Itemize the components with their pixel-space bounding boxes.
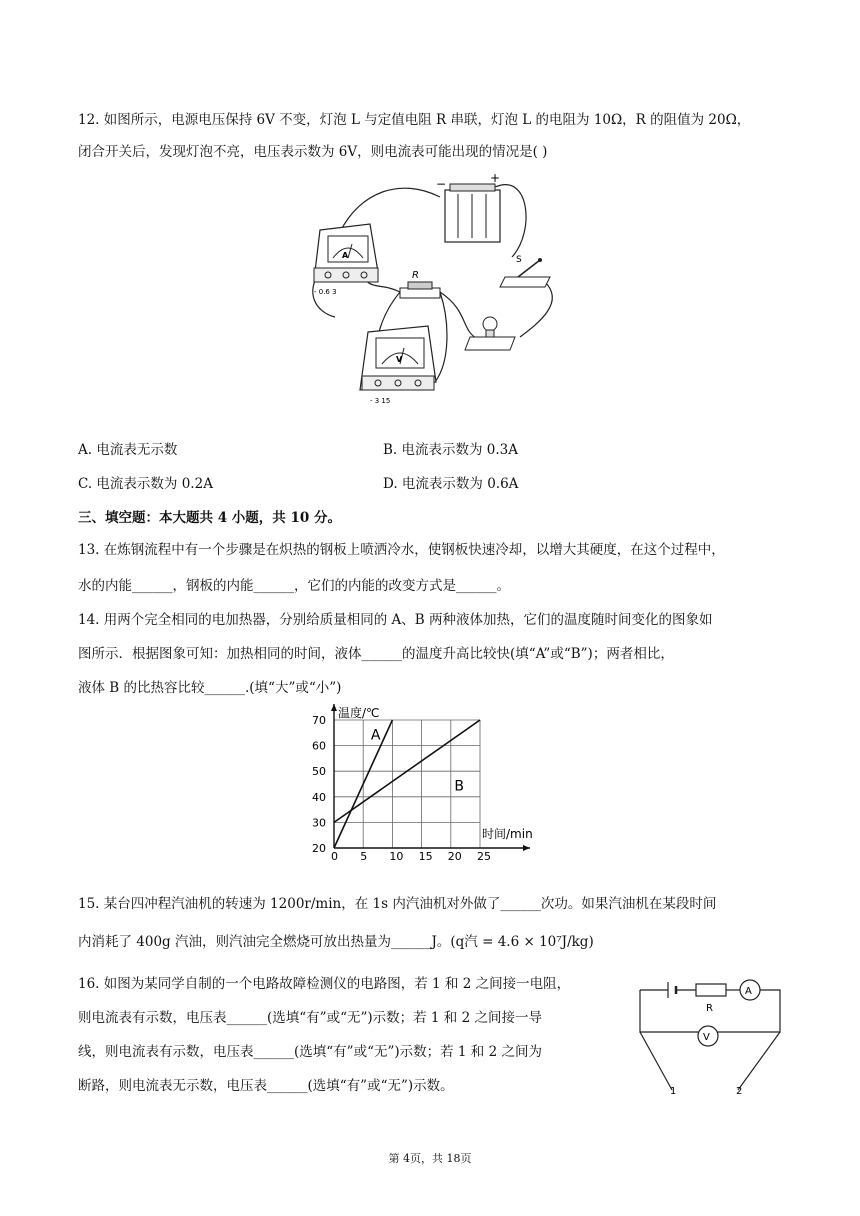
q16-line1: 16. 如图为某同学自制的一个电路故障检测仪的电路图，若 1 和 2 之间接一电阻， xyxy=(78,976,571,992)
x-tick-label-5: 5 xyxy=(360,850,368,863)
page-footer: 第 4页，共 18页 xyxy=(388,1152,472,1165)
series-label-B: B xyxy=(454,778,464,795)
y-tick-label-60: 60 xyxy=(312,739,326,753)
q14-line2: 图所示．根据图象可知：加热相同的时间，液体______的温度升高比较快(填“A”或“B”)；两者相比， xyxy=(78,646,674,662)
voltmeter xyxy=(360,326,436,405)
q12-circuit-figure xyxy=(300,172,560,408)
voltmeter-scale: - 3 15 xyxy=(370,397,391,405)
x-tick-label-0: 0 xyxy=(331,850,338,863)
x-tick-label-25: 25 xyxy=(477,850,491,863)
terminal-2-label: 2 xyxy=(736,1086,743,1097)
q15-line2: 内消耗了 400g 汽油，则汽油完全燃烧可放出热量为______J。(q汽 = 4.6 × 10⁷J/kg) xyxy=(78,934,594,950)
ammeter-letter: A xyxy=(342,251,349,260)
q14-line3: 液体 B 的比热容比较______.(填“大”或“小”) xyxy=(78,680,342,696)
q13-line2: 水的内能______，钢板的内能______，它们的内能的改变方式是______。 xyxy=(78,578,510,594)
q16-circuit-figure xyxy=(630,966,790,1100)
q16-line3: 线，则电流表有示数，电压表______(选填“有”或“无”)示数；若 1 和 2 之间为 xyxy=(78,1044,542,1060)
q12-option-a: A. 电流表无示数 xyxy=(78,442,178,458)
q12-line1: 12. 如图所示，电源电压保持 6V 不变，灯泡 L 与定值电阻 R 串联，灯泡 L 的电阻为 10Ω，R 的阻值为 20Ω， xyxy=(78,112,751,128)
y-tick-label-30: 30 xyxy=(312,816,326,830)
q14-line1: 14. 用两个完全相同的电加热器，分别给质量相同的 A、B 两种液体加热，它们的温度随时间变化的图象如 xyxy=(78,612,713,628)
y-axis-label: 温度/℃ xyxy=(338,706,380,720)
series-label-A: A xyxy=(370,727,381,744)
terminal-1-label: 1 xyxy=(670,1086,677,1097)
x-axis-label: 时间/min xyxy=(482,827,533,841)
q12-option-d: D. 电流表示数为 0.6A xyxy=(383,476,519,492)
ammeter xyxy=(314,224,378,296)
q13-line1: 13. 在炼钢流程中有一个步骤是在炽热的钢板上喷洒冷水，使钢板快速冷却，以增大其硬度，在这个过程中， xyxy=(78,542,725,558)
y-tick-label-50: 50 xyxy=(312,765,326,779)
resistor-r xyxy=(400,270,440,298)
y-tick-label-40: 40 xyxy=(312,790,326,804)
resistor-label: R xyxy=(412,270,419,281)
q12-line2: 闭合开关后，发现灯泡不亮，电压表示数为 6V，则电流表可能出现的情况是( ) xyxy=(78,144,548,160)
q16-line4: 断路，则电流表无示数，电压表______(选填“有”或“无”)示数。 xyxy=(78,1078,454,1094)
q16-resistor-label: R xyxy=(706,1003,713,1014)
battery xyxy=(436,172,500,242)
section-3-heading: 三、填空题：本大题共 4 小题，共 10 分。 xyxy=(78,510,341,526)
temperature-time-chart xyxy=(300,700,560,868)
q12-option-c: C. 电流表示数为 0.2A xyxy=(78,476,213,492)
switch-s xyxy=(500,255,550,287)
x-tick-label-10: 10 xyxy=(389,850,404,863)
q15-line1: 15. 某台四冲程汽油机的转速为 1200r/min，在 1s 内汽油机对外做了______次功。如果汽油机在某段时间 xyxy=(78,896,717,912)
x-axis-arrow xyxy=(523,845,530,851)
y-tick-label-20: 20 xyxy=(312,842,326,855)
q12-option-b: B. 电流表示数为 0.3A xyxy=(383,442,519,458)
q16-line2: 则电流表有示数，电压表______(选填“有”或“无”)示数；若 1 和 2 之间接一导 xyxy=(78,1010,542,1026)
q16-ammeter-label: A xyxy=(745,986,752,997)
y-tick-label-70: 70 xyxy=(312,714,326,727)
battery-minus: − xyxy=(436,177,447,191)
x-tick-label-20: 20 xyxy=(447,850,462,863)
battery-plus: + xyxy=(490,172,501,185)
ammeter-scale: - 0.6 3 xyxy=(314,288,337,296)
voltmeter-letter: V xyxy=(396,355,403,364)
y-axis-arrow xyxy=(331,704,337,711)
x-tick-label-15: 15 xyxy=(418,850,433,863)
q16-voltmeter-label: V xyxy=(703,1032,710,1043)
switch-label: S xyxy=(516,255,522,265)
lamp xyxy=(465,317,515,350)
